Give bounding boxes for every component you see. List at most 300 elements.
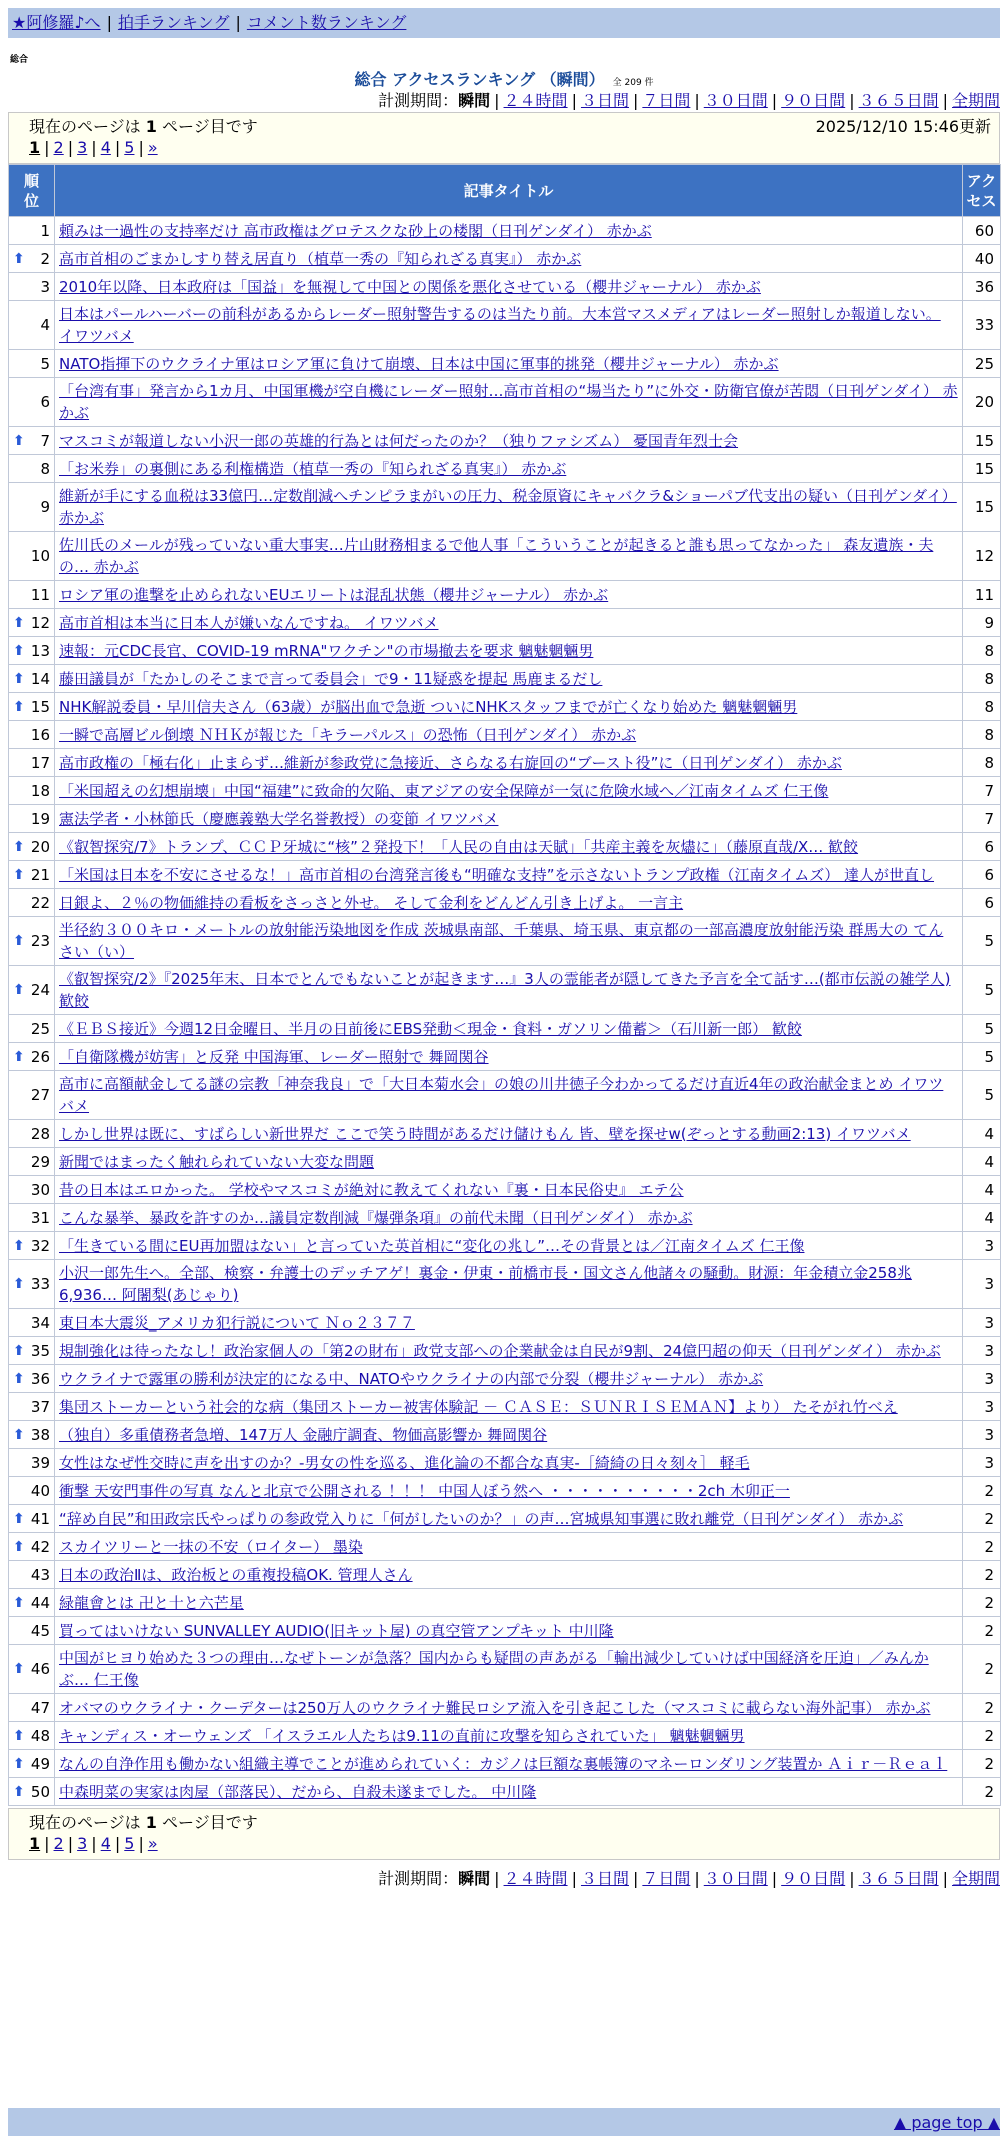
up-arrow-icon: ⬆ <box>13 642 25 659</box>
access-count: 2 <box>963 1750 1001 1778</box>
table-row <box>9 1232 1001 1260</box>
article-link[interactable]: 昔の日本はエロかった。 学校やマスコミが絶対に教えてくれない『裏・日本民俗史』 エテ公 <box>59 1180 684 1199</box>
separator: | <box>694 91 700 110</box>
rank-number: 16 <box>30 725 50 744</box>
article-link[interactable]: 半径約３００キロ・メートルの放射能汚染地図を作成 茨城県南部、千葉県、埼玉県、東京都の一部高濃度放射能汚染 群馬大の てんさい（い） <box>59 921 944 961</box>
rank-number: 6 <box>40 393 50 411</box>
rank-number: 37 <box>30 1397 50 1416</box>
article-link[interactable]: 速報：元CDC長官、COVID-19 mRNA"ワクチン"の市場撤去を要求 魑魅魍魎男 <box>59 641 594 660</box>
access-count: 5 <box>963 1043 1001 1071</box>
article-link[interactable]: 高市政権の「極右化」止まらず…維新が参政党に急接近、さらなる右旋回の“ブースト役”に（日刊ゲンダイ） 赤かぶ <box>59 753 842 772</box>
article-link[interactable]: キャンディス・オーウェンズ 「イスラエル人たちは9.11の直前に攻撃を知らされていた」 魑魅魍魎男 <box>59 1726 745 1745</box>
ranking-table <box>8 164 1001 1806</box>
table-row <box>9 609 1001 637</box>
access-count: 9 <box>963 609 1001 637</box>
table-row <box>9 273 1001 301</box>
separator: | <box>138 138 144 157</box>
rank-cell <box>9 861 55 889</box>
current-page-text-bottom: 現在のページは 1 ページ目です <box>29 1813 258 1832</box>
rank-cell <box>9 1645 55 1694</box>
separator: | <box>138 1834 144 1853</box>
pager-link[interactable]: 3 <box>77 1834 88 1853</box>
home-link[interactable]: ★阿修羅♪へ <box>12 13 101 32</box>
table-header-row <box>9 165 1001 217</box>
up-arrow-icon: ⬆ <box>13 1727 25 1744</box>
article-link[interactable]: 高市首相のごまかしすり替え居直り（植草一秀の『知られざる真実』） 赤かぶ <box>59 249 582 268</box>
table-row <box>9 455 1001 483</box>
article-link[interactable]: 「生きている間にEU再加盟はない」と言っていた英首相に“変化の兆し”…その背景とは／江南タイムズ 仁王像 <box>59 1236 805 1255</box>
period-link[interactable]: ３６５日間 <box>858 1869 939 1888</box>
article-link[interactable]: “辞め自民”和田政宗氏やっぱりの参政党入りに「何がしたいのか？」の声…宮城県知事選に敗れ離党（日刊ゲンダイ） 赤かぶ <box>59 1509 904 1528</box>
comment-ranking-link[interactable]: コメント数ランキング <box>246 13 407 32</box>
table-row <box>9 378 1001 427</box>
pager-top <box>29 137 991 159</box>
rank-cell <box>9 1694 55 1722</box>
access-count: 4 <box>963 1204 1001 1232</box>
period-link[interactable]: ３６５日間 <box>858 91 939 110</box>
article-link[interactable]: ウクライナで露軍の勝利が決定的になる中、NATOやウクライナの内部で分裂（櫻井ジャーナル） 赤かぶ <box>59 1369 764 1388</box>
title-cell <box>55 1260 963 1309</box>
rank-number: 15 <box>30 697 50 716</box>
article-link[interactable]: 《叡智探究/7》トランプ、ＣＣＰ牙城に“核”２発投下！「人民の自由は天賦」「共産主義を灰燼に」（藤原直哉/X… 歓餃 <box>59 837 859 856</box>
separator: | <box>942 91 948 110</box>
title-cell <box>55 966 963 1015</box>
pager-next-link[interactable]: » <box>147 1834 158 1853</box>
table-row <box>9 693 1001 721</box>
article-link[interactable]: 《ＥＢＳ接近》今週12日金曜日、半月の日前後にEBS発動＜現金・食料・ガソリン備蓄＞（石川新一郎） 歓餃 <box>59 1019 802 1038</box>
article-link[interactable]: 衝撃 天安門事件の写真 なんと北京で公開される ！！！ 中国人ぼう然へ ・・・・・・・・・・2ch 木卯正一 <box>59 1481 790 1500</box>
rank-number: 24 <box>30 981 50 999</box>
ranking-table-body <box>9 217 1001 1806</box>
up-arrow-icon: ⬆ <box>13 1370 25 1387</box>
table-row <box>9 1015 1001 1043</box>
up-arrow-icon: ⬆ <box>13 432 25 449</box>
table-row <box>9 805 1001 833</box>
access-count: 33 <box>963 301 1001 350</box>
access-count: 2 <box>963 1477 1001 1505</box>
separator: | <box>67 1834 74 1853</box>
table-row <box>9 1260 1001 1309</box>
access-count: 3 <box>963 1449 1001 1477</box>
rank-number: 32 <box>30 1236 50 1255</box>
title-cell <box>55 1589 963 1617</box>
article-link[interactable]: 緑龍會とは 卍と十と六芒星 <box>59 1593 244 1612</box>
rank-cell <box>9 1778 55 1806</box>
table-row <box>9 917 1001 966</box>
page-info-box-bottom <box>8 1808 1000 1860</box>
rank-cell <box>9 917 55 966</box>
pager-link[interactable]: 2 <box>53 1834 64 1853</box>
table-row <box>9 861 1001 889</box>
rank-cell <box>9 1617 55 1645</box>
period-link[interactable]: ９０日間 <box>781 91 846 110</box>
rank-number: 49 <box>30 1754 50 1773</box>
pager-link[interactable]: 5 <box>124 1834 135 1853</box>
article-link[interactable]: 中国がヒヨり始めた３つの理由…なぜトーンが急落？国内からも疑問の声あがる「輸出減少していけば中国経済を圧迫」／みんかぶ… 仁王像 <box>59 1649 929 1689</box>
table-row <box>9 749 1001 777</box>
title-cell <box>55 245 963 273</box>
rank-cell <box>9 749 55 777</box>
up-arrow-icon: ⬆ <box>13 866 25 883</box>
article-link[interactable]: 佐川氏のメールが残っていない重大事実…片山財務相まるで他人事「こういうことが起きると誰も思ってなかった」 森友遺族・夫の… 赤かぶ <box>59 536 934 576</box>
rank-number: 19 <box>30 809 50 828</box>
access-count: 15 <box>963 455 1001 483</box>
title-cell <box>55 483 963 532</box>
access-count: 12 <box>963 532 1001 581</box>
access-count: 2 <box>963 1505 1001 1533</box>
article-link[interactable]: 頼みは一過性の支持率だけ 高市政権はグロテスクな砂上の楼閣（日刊ゲンダイ） 赤かぶ <box>59 221 652 240</box>
article-link[interactable]: なんの自浄作用も働かない組織主導でことが進められていく：カジノは巨額な裏帳簿のマネーロンダリング装置か Ａｉｒ－Ｒｅａｌ <box>59 1754 948 1773</box>
title-cell <box>55 609 963 637</box>
period-link[interactable]: ３日間 <box>580 91 629 110</box>
period-link[interactable]: 全期間 <box>951 1869 1000 1888</box>
table-row <box>9 889 1001 917</box>
period-current: 瞬間 <box>458 1869 491 1888</box>
rank-number: 30 <box>30 1180 50 1199</box>
title-cell <box>55 378 963 427</box>
title-cell <box>55 637 963 665</box>
access-count: 15 <box>963 427 1001 455</box>
total-count: 全 209 件 <box>612 78 654 88</box>
rank-number: 11 <box>30 585 50 604</box>
access-count: 3 <box>963 1232 1001 1260</box>
table-row <box>9 532 1001 581</box>
page-top <box>894 2112 1000 2134</box>
rank-cell <box>9 1148 55 1176</box>
up-arrow-icon: ⬆ <box>13 982 25 998</box>
up-arrow-icon: ⬆ <box>13 698 25 715</box>
rank-cell <box>9 581 55 609</box>
article-link[interactable]: 中森明菜の実家は肉屋（部落民）、だから、自殺未遂までした。 中川隆 <box>59 1782 537 1801</box>
table-row <box>9 245 1001 273</box>
current-page-text: 現在のページは 1 ページ目です <box>29 117 258 136</box>
rank-cell <box>9 1722 55 1750</box>
applause-ranking-link[interactable]: 拍手ランキング <box>117 13 230 32</box>
article-link[interactable]: しかし世界は既に、すばらしい新世界だ ここで笑う時間があるだけ儲けもん 皆、壁を探せw(ぞっとする動画2:13) イワツバメ <box>59 1124 911 1143</box>
title-cell <box>55 777 963 805</box>
table-row <box>9 1589 1001 1617</box>
rank-number: 12 <box>30 613 50 632</box>
rank-number: 14 <box>30 669 50 688</box>
title-cell <box>55 833 963 861</box>
table-row <box>9 1561 1001 1589</box>
rank-cell <box>9 889 55 917</box>
title-cell <box>55 1421 963 1449</box>
article-link[interactable]: 藤田議員が「たかしのそこまで言って委員会」で9・11疑惑を提起 馬鹿まるだし <box>59 669 603 688</box>
rank-number: 35 <box>30 1341 50 1360</box>
table-row <box>9 1309 1001 1337</box>
rank-number: 27 <box>30 1086 50 1104</box>
access-count: 3 <box>963 1421 1001 1449</box>
pager-link[interactable]: 3 <box>77 138 88 157</box>
pager-current: 1 <box>29 1834 41 1853</box>
table-row <box>9 427 1001 455</box>
separator: | <box>494 1869 500 1888</box>
table-row <box>9 1120 1001 1148</box>
rank-cell <box>9 217 55 245</box>
article-link[interactable]: 買ってはいけない SUNVALLEY AUDIO(旧キット屋) の真空管アンプキット 中川隆 <box>59 1621 614 1640</box>
rank-cell <box>9 1204 55 1232</box>
table-row <box>9 483 1001 532</box>
article-link[interactable]: 「お米券」の裏側にある利権構造（植草一秀の『知られざる真実』） 赤かぶ <box>59 459 567 478</box>
article-link[interactable]: 小沢一郎先生へ。全部、検察・弁護士のデッチアゲ！裏金・伊東・前橋市長・国文さん他諸々の騒動。財源：年金積立金258兆6,936… 阿闍梨(あじゃり) <box>59 1264 912 1304</box>
rank-cell <box>9 1365 55 1393</box>
up-arrow-icon: ⬆ <box>13 1426 25 1443</box>
article-link[interactable]: 《叡智探究/2》『2025年末、日本でとんでもないことが起きます…』3人の霊能者が隠してきた予言を全て話す…(都市伝説の雑学人) 歓餃 <box>59 970 951 1010</box>
article-link[interactable]: マスコミが報道しない小沢一郎の英雄的行為とは何だったのか？（独りファシズム） 憂国青年烈士会 <box>59 431 739 450</box>
period-link[interactable]: ２４時間 <box>503 1869 568 1888</box>
article-link[interactable]: 日本の政治Ⅱは、政治板との重複投稿OK. 管理人さん <box>59 1565 413 1584</box>
title-cell <box>55 1365 963 1393</box>
table-row <box>9 1337 1001 1365</box>
article-link[interactable]: （独自）多重債務者急増、147万人 金融庁調査、物価高影響か 舞岡関谷 <box>59 1425 548 1444</box>
up-arrow-icon: ⬆ <box>13 1661 25 1677</box>
rank-cell <box>9 721 55 749</box>
rank-cell <box>9 1533 55 1561</box>
pager-link[interactable]: 4 <box>100 1834 111 1853</box>
separator: | <box>632 91 639 110</box>
title-cell <box>55 217 963 245</box>
rank-cell <box>9 637 55 665</box>
rank-number: 13 <box>30 641 50 660</box>
access-count: 2 <box>963 1533 1001 1561</box>
pager-link[interactable]: 4 <box>100 138 111 157</box>
article-link[interactable]: 日銀よ、２％の物価維持の看板をさっさと外せ。 そして金利をどんどん引き上げよ。 一言主 <box>59 893 684 912</box>
rank-cell <box>9 1449 55 1477</box>
rank-number: 33 <box>30 1275 50 1293</box>
rank-number: 3 <box>40 277 50 296</box>
rank-cell <box>9 1505 55 1533</box>
rank-number: 46 <box>30 1660 50 1678</box>
title-cell <box>55 1043 963 1071</box>
page-title: 総合 アクセスランキング （瞬間） <box>354 70 605 89</box>
page-info-box <box>8 112 1000 164</box>
access-count: 2 <box>963 1561 1001 1589</box>
table-row <box>9 1617 1001 1645</box>
period-link[interactable]: ９０日間 <box>781 1869 846 1888</box>
period-link[interactable]: ７日間 <box>642 91 691 110</box>
header-title: 記事タイトル <box>55 165 963 217</box>
table-row <box>9 1645 1001 1694</box>
rank-number: 9 <box>40 498 50 516</box>
access-count: 5 <box>963 966 1001 1015</box>
table-row <box>9 637 1001 665</box>
access-count: 4 <box>963 1120 1001 1148</box>
separator: | <box>632 1869 639 1888</box>
table-row <box>9 1148 1001 1176</box>
access-count: 3 <box>963 1337 1001 1365</box>
period-link[interactable]: ２４時間 <box>503 91 568 110</box>
article-link[interactable]: 女性はなぜ性交時に声を出すのか？-男女の性を巡る、進化論の不都合な真実-［綺綺の日々刻々］ 軽毛 <box>59 1453 750 1472</box>
table-row <box>9 581 1001 609</box>
article-link[interactable]: 高市首相は本当に日本人が嫌いなんですね。 イワツバメ <box>59 613 439 632</box>
title-cell <box>55 1309 963 1337</box>
rank-number: 5 <box>40 354 50 373</box>
access-count: 5 <box>963 1015 1001 1043</box>
rank-cell <box>9 1589 55 1617</box>
title-cell <box>55 1694 963 1722</box>
period-link[interactable]: 全期間 <box>951 91 1000 110</box>
access-count: 2 <box>963 1645 1001 1694</box>
period-nav-top <box>8 90 1000 112</box>
separator: | <box>771 91 778 110</box>
up-arrow-icon: ⬆ <box>13 1538 25 1555</box>
rank-cell <box>9 693 55 721</box>
period-link[interactable]: ３日間 <box>580 1869 629 1888</box>
pager-link[interactable]: 5 <box>124 138 135 157</box>
period-link[interactable]: ３０日間 <box>703 1869 768 1888</box>
article-link[interactable]: 「米国は日本を不安にさせるな！」高市首相の台湾発言後も“明確な支持”を示さないトランプ政権（江南タイムズ） 達人が世直し <box>59 865 935 884</box>
rank-number: 28 <box>30 1124 50 1143</box>
access-count: 2 <box>963 1589 1001 1617</box>
table-row <box>9 1071 1001 1120</box>
article-link[interactable]: 憲法学者・小林節氏（慶應義塾大学名誉教授）の変節 イワツバメ <box>59 809 499 828</box>
title-cell <box>55 721 963 749</box>
separator: | <box>91 1834 97 1853</box>
article-link[interactable]: 2010年以降、日本政府は「国益」を無視して中国との関係を悪化させている（櫻井ジャーナル） 赤かぶ <box>59 277 761 296</box>
up-arrow-icon: ⬆ <box>13 1755 25 1772</box>
rank-cell <box>9 805 55 833</box>
rank-cell <box>9 301 55 350</box>
article-link[interactable]: 「自衛隊機が妨害」と反発 中国海軍、レーダー照射で 舞岡関谷 <box>59 1047 489 1066</box>
pager-next-link[interactable]: » <box>147 138 158 157</box>
separator: | <box>849 91 855 110</box>
table-row <box>9 1393 1001 1421</box>
article-link[interactable]: 東日本大震災_アメリカ犯行説について Ｎｏ２３７７ <box>59 1313 415 1332</box>
rank-number: 17 <box>30 753 50 772</box>
up-arrow-icon: ⬆ <box>13 614 25 631</box>
separator: | <box>114 138 121 157</box>
title-cell <box>55 532 963 581</box>
article-link[interactable]: ロシア軍の進撃を止められないEUエリートは混乱状態（櫻井ジャーナル） 赤かぶ <box>59 585 609 604</box>
period-link[interactable]: ３０日間 <box>703 91 768 110</box>
table-row <box>9 665 1001 693</box>
table-row <box>9 1449 1001 1477</box>
title-cell <box>55 1393 963 1421</box>
rank-cell <box>9 378 55 427</box>
title-cell <box>55 749 963 777</box>
rank-number: 26 <box>30 1047 50 1066</box>
rank-number: 38 <box>30 1425 50 1444</box>
rank-cell <box>9 1015 55 1043</box>
rank-cell <box>9 1750 55 1778</box>
article-link[interactable]: 規制強化は待ったなし！政治家個人の「第2の財布」政党支部への企業献金は自民が9割、24億円超の仰天（日刊ゲンダイ） 赤かぶ <box>59 1341 941 1360</box>
access-count: 2 <box>963 1617 1001 1645</box>
rank-number: 42 <box>30 1537 50 1556</box>
rank-number: 39 <box>30 1453 50 1472</box>
separator: | <box>114 1834 121 1853</box>
article-link[interactable]: 新聞ではまったく触れられていない大変な問題 <box>59 1152 375 1171</box>
title-cell <box>55 350 963 378</box>
access-count: 20 <box>963 378 1001 427</box>
access-count: 8 <box>963 693 1001 721</box>
rank-cell <box>9 1120 55 1148</box>
title-cell <box>55 693 963 721</box>
period-link[interactable]: ７日間 <box>642 1869 691 1888</box>
header-rank: 順位 <box>9 165 55 217</box>
title-cell <box>55 1645 963 1694</box>
access-count: 7 <box>963 777 1001 805</box>
rank-cell <box>9 1260 55 1309</box>
separator: | <box>106 13 112 32</box>
table-row <box>9 1365 1001 1393</box>
period-label: 計測期間： <box>378 91 459 110</box>
table-row <box>9 1722 1001 1750</box>
rank-number: 48 <box>30 1726 50 1745</box>
title-cell <box>55 1337 963 1365</box>
article-link[interactable]: スカイツリーと一抹の不安（ロイター） 墨染 <box>59 1537 363 1556</box>
access-count: 5 <box>963 1071 1001 1120</box>
table-row <box>9 350 1001 378</box>
separator: | <box>91 138 97 157</box>
up-arrow-icon: ⬆ <box>13 1276 25 1292</box>
rank-number: 1 <box>40 221 50 240</box>
article-link[interactable]: 維新が手にする血税は33億円…定数削減へチンピラまがいの圧力、税金原資にキャバクラ&ショーパブ代支出の疑い（日刊ゲンダイ） 赤かぶ <box>59 487 957 527</box>
up-arrow-icon: ⬆ <box>13 670 25 687</box>
article-link[interactable]: 「台湾有事」発言から1カ月、中国軍機が空自機にレーダー照射…高市首相の“場当たり”に外交・防衛官僚が苦悶（日刊ゲンダイ） 赤かぶ <box>59 382 958 422</box>
rank-number: 7 <box>40 431 50 450</box>
up-arrow-icon: ⬆ <box>13 1594 25 1611</box>
title-cell <box>55 1071 963 1120</box>
title-cell <box>55 1561 963 1589</box>
rank-cell <box>9 455 55 483</box>
article-link[interactable]: こんな暴挙、暴政を許すのか…議員定数削減『爆弾条項』の前代未聞（日刊ゲンダイ） 赤かぶ <box>59 1208 693 1227</box>
article-link[interactable]: 「米国超えの幻想崩壊」中国“福建”に致命的欠陥、東アジアの安全保障が一気に危険水域へ／江南タイムズ 仁王像 <box>59 781 829 800</box>
title-cell <box>55 665 963 693</box>
up-arrow-icon: ⬆ <box>13 1510 25 1527</box>
article-link[interactable]: NHK解説委員・早川信夫さん（63歳）が脳出血で急逝 ついにNHKスタッフまでが亡くなり始めた 魑魅魍魎男 <box>59 697 798 716</box>
article-link[interactable]: 高市に高額献金してる謎の宗教「神奈我良」で「大日本菊水会」の娘の川井徳子今わかってるだけ直近4年の政治献金まとめ イワツバメ <box>59 1075 944 1115</box>
title-cell <box>55 917 963 966</box>
rank-number: 44 <box>30 1593 50 1612</box>
access-count: 11 <box>963 581 1001 609</box>
rank-cell <box>9 273 55 301</box>
access-count: 2 <box>963 1778 1001 1806</box>
separator: | <box>771 1869 778 1888</box>
title-cell <box>55 805 963 833</box>
top-nav-bar <box>8 8 1000 38</box>
article-link[interactable]: 日本はパールハーバーの前科があるからレーダー照射警告するのは当たり前。大本営マスメディアはレーダー照射しか報道しない。 イワツバメ <box>59 305 941 345</box>
article-link[interactable]: 一瞬で高層ビル倒壊 ＮＨＫが報じた「キラーパルス」の恐怖（日刊ゲンダイ） 赤かぶ <box>59 725 637 744</box>
access-count: 60 <box>963 217 1001 245</box>
page-top-link[interactable]: ▲ page top ▲ <box>893 2113 1000 2132</box>
article-link[interactable]: オバマのウクライナ・クーデターは250万人のウクライナ難民ロシア流入を引き起こした（マスコミに載らない海外記事） 赤かぶ <box>59 1698 931 1717</box>
rank-number: 29 <box>30 1152 50 1171</box>
rank-number: 22 <box>30 893 50 912</box>
table-row <box>9 1204 1001 1232</box>
rank-cell <box>9 1043 55 1071</box>
rank-cell <box>9 966 55 1015</box>
title-cell <box>55 889 963 917</box>
table-row <box>9 833 1001 861</box>
access-count: 4 <box>963 1176 1001 1204</box>
access-count: 3 <box>963 1309 1001 1337</box>
separator: | <box>67 138 74 157</box>
title-cell <box>55 1722 963 1750</box>
access-count: 6 <box>963 861 1001 889</box>
pager-link[interactable]: 2 <box>53 138 64 157</box>
article-link[interactable]: NATO指揮下のウクライナ軍はロシア軍に負けて崩壊、日本は中国に軍事的挑発（櫻井ジャーナル） 赤かぶ <box>59 354 779 373</box>
rank-cell <box>9 1477 55 1505</box>
title-cell <box>55 1015 963 1043</box>
up-arrow-icon: ⬆ <box>13 933 25 949</box>
rank-cell <box>9 1561 55 1589</box>
access-count: 15 <box>963 483 1001 532</box>
article-link[interactable]: 集団ストーカーという社会的な病（集団ストーカー被害体験記 － ＣＡＳＥ：ＳＵＮＲＩＳＥＭＡＮ】より） たそがれ竹べえ <box>59 1397 898 1416</box>
rank-number: 10 <box>30 547 50 565</box>
access-count: 8 <box>963 665 1001 693</box>
up-arrow-icon: ⬆ <box>13 1783 25 1800</box>
